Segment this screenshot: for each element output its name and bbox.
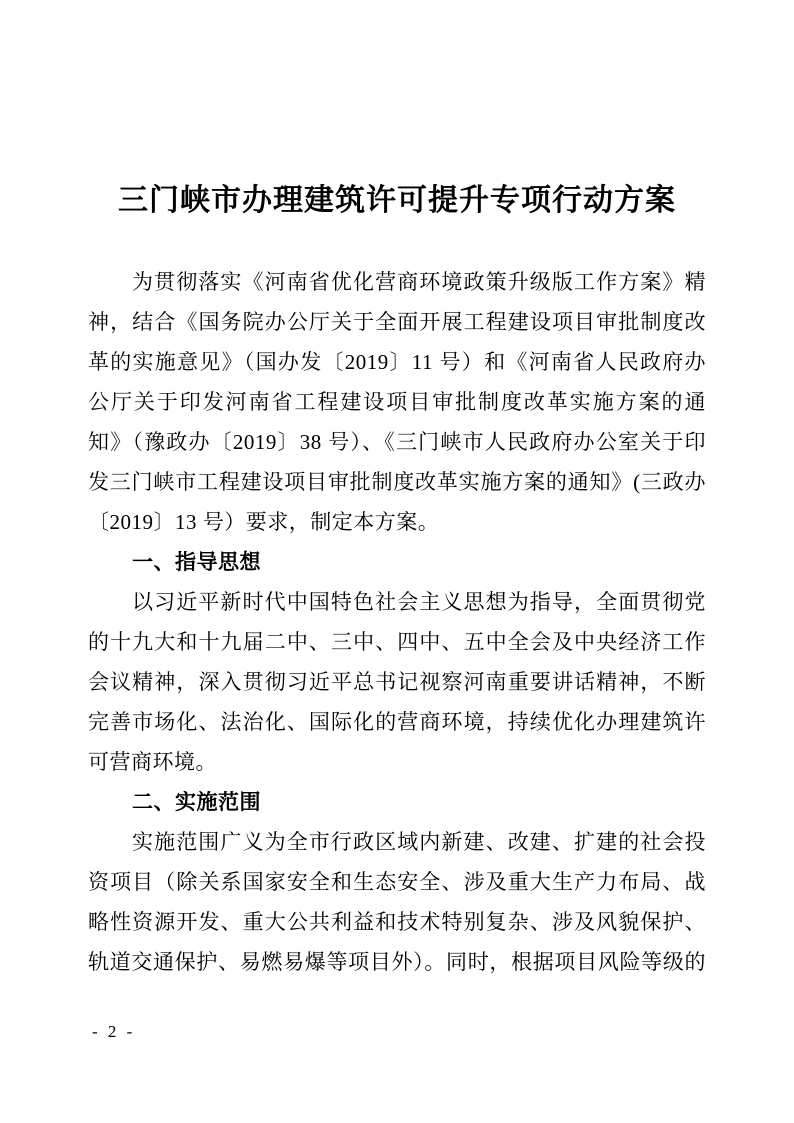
document-title: 三门峡市办理建筑许可提升专项行动方案 <box>118 183 676 218</box>
text-line: 轨道交通保护、易燃易爆等项目外）。同时，根据项目风险等级的 <box>88 950 706 974</box>
text-line: 知》（豫政办〔2019〕38 号）、《三门峡市人民政府办公室关于印 <box>88 430 706 454</box>
section-heading-2: 二、实施范围 <box>132 790 261 814</box>
text-line: 实施范围广义为全市行政区域内新建、改建、扩建的社会投 <box>132 830 706 854</box>
text-line: 完善市场化、法治化、国际化的营商环境，持续优化办理建筑许 <box>88 710 706 734</box>
text-line: 为贯彻落实《河南省优化营商环境政策升级版工作方案》精 <box>132 270 706 294</box>
text-line: 神，结合《国务院办公厅关于全面开展工程建设项目审批制度改 <box>88 310 706 334</box>
text-line: 以习近平新时代中国特色社会主义思想为指导，全面贯彻党 <box>132 590 706 614</box>
text-line: 革的实施意见》（国办发〔2019〕11 号）和《河南省人民政府办 <box>88 350 706 374</box>
text-line: 的十九大和十九届二中、三中、四中、五中全会及中央经济工作 <box>88 630 706 654</box>
text-line: 发三门峡市工程建设项目审批制度改革实施方案的通知》(三政办 <box>88 470 706 494</box>
text-line: 〔2019〕13 号）要求，制定本方案。 <box>88 510 440 534</box>
text-line: 公厅关于印发河南省工程建设项目审批制度改革实施方案的通 <box>88 390 706 414</box>
text-line: 略性资源开发、重大公共利益和技术特别复杂、涉及风貌保护、 <box>88 910 706 934</box>
section-heading-1: 一、指导思想 <box>132 550 261 574</box>
text-line: 资项目（除关系国家安全和生态安全、涉及重大生产力布局、战 <box>88 870 706 894</box>
document-body <box>88 262 706 982</box>
page-number: - 2 - <box>92 1022 136 1041</box>
text-line: 可营商环境。 <box>88 750 217 774</box>
text-line: 会议精神，深入贯彻习近平总书记视察河南重要讲话精神，不断 <box>88 670 706 694</box>
